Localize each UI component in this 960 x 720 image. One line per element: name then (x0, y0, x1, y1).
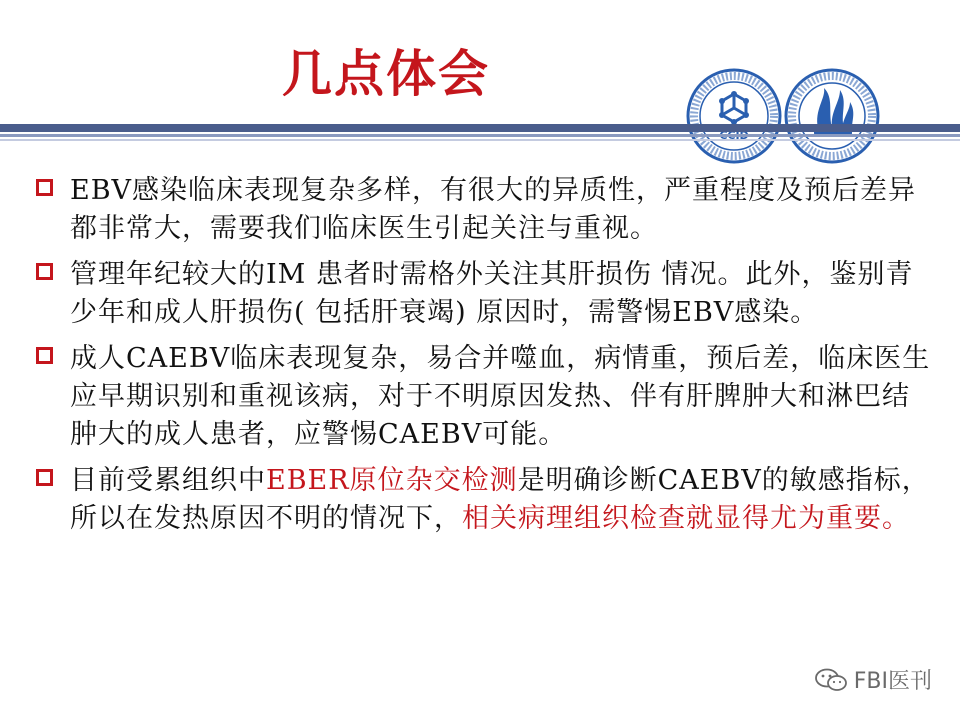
bullet-item (36, 172, 936, 248)
bullet-item (36, 462, 936, 538)
body-text: 目前受累组织中 (70, 465, 266, 496)
emphasis-text: EBER原位杂交检测 (266, 465, 518, 496)
watermark (814, 664, 932, 695)
header-band (0, 124, 960, 132)
body-text: 是明确诊断CAEBV的敏感指标，所以在发热原因不明的情况下， (70, 465, 930, 534)
bullet-item (36, 256, 936, 332)
bullet-text (70, 172, 936, 248)
watermark-text: FBI医刊 (853, 669, 932, 694)
body-text: 成人CAEBV临床表现复杂，易合并噬血，病情重，预后差，临床医生应早期识别和重视该病，对于不明原因发热、伴有肝脾肿大和淋巴结肿大的成人患者，应警惕CAEBV可能。 (70, 343, 931, 450)
bullet-square-icon (36, 347, 53, 364)
hospital-logo (784, 68, 880, 164)
emphasis-text: 相关病理组织检查就显得尤为重要。 (462, 503, 910, 534)
page-title: 几点体会 (282, 45, 490, 103)
bullet-text (70, 340, 936, 454)
bullet-item (36, 340, 936, 454)
bullet-text (70, 256, 936, 332)
bullet-square-icon (36, 469, 53, 486)
bullet-list (36, 172, 936, 546)
bullet-text (70, 462, 936, 538)
header-band-secondary (0, 134, 960, 137)
bullet-square-icon (36, 179, 53, 196)
wechat-icon (814, 667, 848, 693)
header-band-tertiary (0, 139, 960, 141)
ccid-logo (686, 68, 782, 164)
body-text: 管理年纪较大的IM 患者时需格外关注其肝损伤 情况。此外，鉴别青少年和成人肝损伤( 包括肝衰竭) 原因时，需警惕EBV感染。 (70, 259, 914, 328)
bullet-square-icon (36, 263, 53, 280)
body-text: EBV感染临床表现复杂多样，有很大的异质性，严重程度及预后差异都非常大，需要我们临床医生引起关注与重视。 (70, 175, 917, 244)
